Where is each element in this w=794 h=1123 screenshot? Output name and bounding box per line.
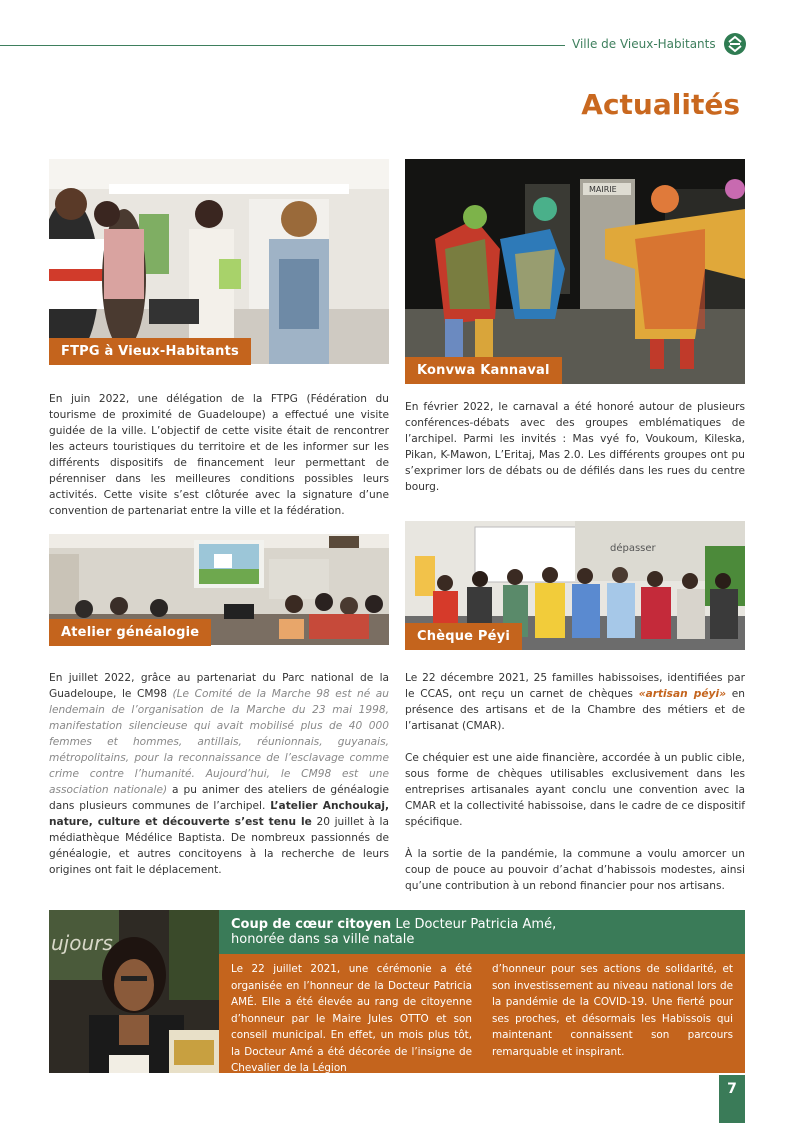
- cheque-article-text: [405, 670, 745, 894]
- feature-column-1: Le 22 juillet 2021, une cérémonie a été organisée en l’honneur de la Docteur Patricia AMÉ. Elle a été élevée au rang de citoyenne d’honneur par le Maire Jules OTTO et son conseil municipal. En effet, un mois plus tôt, la Docteur Amé a été décorée de l’insigne de Chevalier de la Légion: [231, 963, 472, 1074]
- photo-banner-text: dépasser: [610, 543, 656, 554]
- mairie-sign-text: MAIRIE: [589, 185, 617, 194]
- city-logo-icon: [724, 33, 746, 55]
- ftpg-article-text: En juin 2022, une délégation de la FTPG (Fédération du tourisme de proximité de Guadeloupe) a effectué une visite guidée de la ville. L’objectif de cette visite était de rencontrer les acteurs touristiques du territoire et de les informer sur les différents dispositifs de financement leur permettant de pérenniser dans les meilleures conditions possibles leurs activités. Cette visite s’est clôturée avec la signature d’une convention de partenariat entre la ville et la fédération.: [49, 393, 389, 517]
- feature-body: [219, 954, 745, 1073]
- ftpg-photo: [49, 159, 389, 364]
- carnival-label: Konvwa Kannaval: [405, 357, 562, 384]
- feature-title: Coup de cœur citoyen Le Docteur Patricia Amé, honorée dans sa ville natale: [219, 910, 745, 954]
- genealogy-label: Atelier généalogie: [49, 619, 211, 646]
- photo-background-text: ujours: [51, 931, 113, 955]
- page-number: 7: [719, 1075, 745, 1123]
- carnival-photo: [405, 159, 745, 384]
- cheque-paragraph-1: Le 22 décembre 2021, 25 familles habissoises, identifiées par le CCAS, ont reçu un carnet de chèques «artisan péyi» en présence des artisans et de la Chambre des métiers et de l’artisanat (CMAR).: [405, 672, 746, 732]
- feature-column-2: d’honneur pour ses actions de solidarité, et son investissement au niveau national lors de la pandémie de la COVID-19. Une fierté pour ses proches, et désormais les Habissois qui maintenant connaissent son parcours remarquable et inspirant.: [492, 963, 733, 1058]
- cheque-paragraph-2: Ce chéquier est une aide financière, accordée à un public cible, sous forme de chèques utilisables exclusivement dans les entreprises artisanales ayant conclu une convention avec la CMAR et la collectivité habissoise, dans le cadre de ce dispositif spécifique.: [405, 752, 745, 828]
- ftpg-label: FTPG à Vieux-Habitants: [49, 338, 251, 365]
- header-rule: [0, 45, 565, 46]
- cheque-label: Chèque Péyi: [405, 623, 522, 650]
- header-city-name: Ville de Vieux-Habitants: [572, 37, 716, 51]
- genealogy-article-text: En juillet 2022, grâce au partenariat du Parc national de la Guadeloupe, le CM98 (Le Comité de la Marche 98 est né au lendemain de l’organisation de la Marche du 23 mai 1998, manifestation silencieuse qui avait mobilisé plus de 40 000 femmes et hommes, antillais, réunionnais, guyanais, métropolitains, pour la reconnaissance de l’esclavage comme crime contre l’humanité. Aujourd’hui, le CM98 est une association nationale) a pu animer des ateliers de généalogie dans plusieurs communes de l’archipel. L’atelier Anchoukaj, nature, culture et découverte s’est tenu le 20 juillet à la médiathèque Médélice Baptista. De nombreux passionnés de généalogie, et autres concitoyens à la recherche de leurs origines ont fait le déplacement.: [49, 672, 389, 876]
- patricia-ame-photo: [49, 910, 219, 1073]
- cheque-paragraph-3: À la sortie de la pandémie, la commune a voulu amorcer un coup de pouce au pouvoir d’achat d’habissois modestes, ainsi qu’une contribution à un rebond financier pour nos artisans.: [405, 848, 745, 892]
- carnival-article-text: En février 2022, le carnaval a été honoré autour de plusieurs conférences-débats avec des groupes emblématiques de l’archipel. Parmi les invités : Mas vyé fo, Voukoum, Kileska, Pikan, K-Mawon, L’Eritaj, Mas 2.0. Les différents groupes ont pu s’exprimer lors de débats ou de défilés dans les rues du centre bourg.: [405, 401, 745, 493]
- page-title: Actualités: [581, 88, 740, 121]
